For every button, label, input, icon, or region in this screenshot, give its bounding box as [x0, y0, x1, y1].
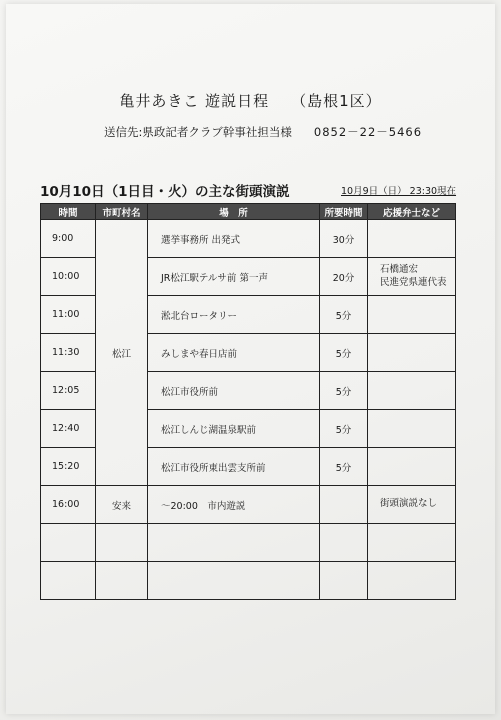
as-of-timestamp: 10月9日（日） 23:30現在	[341, 186, 457, 197]
cell-time: 11:30	[41, 334, 96, 372]
cell-time: 9:00	[41, 220, 96, 258]
table-header-row	[41, 204, 456, 220]
cell-duration: 5分	[320, 372, 368, 410]
cell-notes: 街頭演説なし	[368, 486, 456, 524]
cell-notes	[368, 334, 456, 372]
cell-time: 11:00	[41, 296, 96, 334]
title-text: 亀井あきこ 遊説日程	[119, 92, 270, 110]
cell-time	[41, 562, 96, 600]
cell-city	[96, 524, 148, 562]
cell-city	[96, 562, 148, 600]
cell-notes	[368, 448, 456, 486]
table-row	[41, 220, 456, 258]
cell-notes	[368, 258, 456, 296]
table-row-empty	[41, 524, 456, 562]
cell-duration: 5分	[320, 296, 368, 334]
schedule-table	[40, 203, 456, 600]
header-time: 時間	[41, 204, 96, 220]
cell-duration	[320, 486, 368, 524]
cell-place: 松江市役所前	[148, 372, 320, 410]
cell-place: 松江市役所東出雲支所前	[148, 448, 320, 486]
cell-notes	[368, 410, 456, 448]
cell-time	[41, 524, 96, 562]
cell-city-matsue: 松江	[96, 220, 148, 486]
cell-notes	[368, 524, 456, 562]
title-district: （島根1区）	[291, 92, 382, 110]
note-speaker-title: 民進党県連代表	[380, 276, 447, 288]
cell-duration: 5分	[320, 410, 368, 448]
header-place: 場 所	[148, 204, 320, 220]
header-notes: 応援弁士など	[368, 204, 456, 220]
cell-place: 松江しんじ湖温泉駅前	[148, 410, 320, 448]
note-speaker-name: 石橋通宏	[380, 263, 419, 275]
cell-notes	[368, 220, 456, 258]
sender-line	[104, 124, 422, 140]
cell-notes	[368, 296, 456, 334]
sender-label: 送信先:県政記者クラブ幹事社担当様	[104, 125, 292, 139]
header-duration: 所要時間	[320, 204, 368, 220]
cell-time: 15:20	[41, 448, 96, 486]
cell-notes	[368, 372, 456, 410]
cell-time: 12:05	[41, 372, 96, 410]
cell-duration: 20分	[320, 258, 368, 296]
table-row	[41, 486, 456, 524]
cell-duration	[320, 524, 368, 562]
cell-place: JR松江駅テルサ前 第一声	[148, 258, 320, 296]
cell-place: ～20:00 市内遊説	[148, 486, 320, 524]
sender-tel: 0852－22－5466	[313, 125, 423, 139]
cell-time: 12:40	[41, 410, 96, 448]
cell-notes	[368, 562, 456, 600]
cell-place: みしまや春日店前	[148, 334, 320, 372]
cell-duration: 5分	[320, 334, 368, 372]
document-title	[0, 90, 501, 111]
cell-place	[148, 562, 320, 600]
table-row-empty	[41, 562, 456, 600]
cell-city-yasugi: 安来	[96, 486, 148, 524]
cell-duration: 5分	[320, 448, 368, 486]
cell-time: 16:00	[41, 486, 96, 524]
cell-time: 10:00	[41, 258, 96, 296]
cell-place: 淞北台ロータリー	[148, 296, 320, 334]
cell-duration: 30分	[320, 220, 368, 258]
cell-place	[148, 524, 320, 562]
cell-duration	[320, 562, 368, 600]
schedule-heading: 10月10日（1日目・火）の主な街頭演説	[40, 184, 290, 200]
header-city: 市町村名	[96, 204, 148, 220]
cell-place: 選挙事務所 出発式	[148, 220, 320, 258]
